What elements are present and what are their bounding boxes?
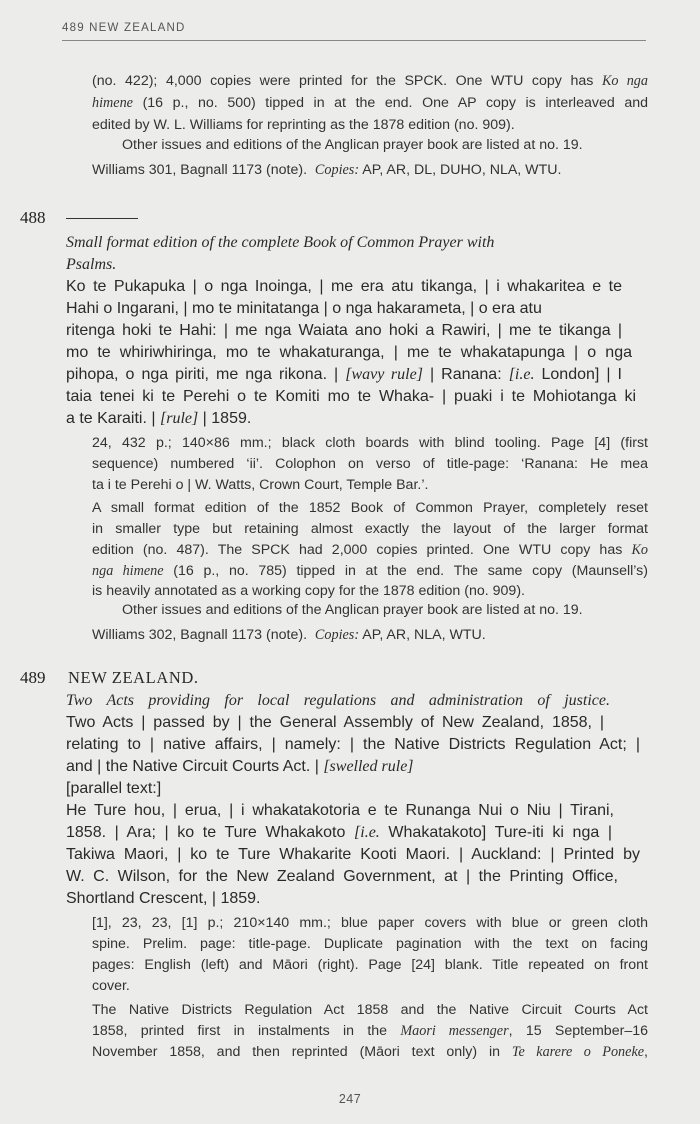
title-line: 1858. | Ara; | ko te Ture Whakakoto [i.e. Whakatakoto] Ture-iti ki nga | — [66, 824, 613, 841]
title-line: mo te whiriwhiringa, mo te whakaturanga, | me te whakatapunga | o nga — [66, 344, 632, 361]
title-line: Ko te Pukapuka | o nga Inoinga, | me era atu tikanga, | i whakaritea e te — [66, 278, 622, 295]
note-line: A small format edition of the 1852 Book of Common Prayer, completely reset — [92, 500, 648, 516]
entry-number: 489 — [20, 668, 46, 687]
title-line: Takiwa Maori, | ko te Ture Whakarite Kooti Maori. | Auckland: | Printed by — [66, 846, 640, 863]
summary-line: Two Acts providing for local regulations and administration of justice. — [66, 692, 610, 709]
collation-line: 24, 432 p.; 140×86 mm.; black cloth boards with blind tooling. Page [4] (first — [92, 435, 648, 451]
entry-number: 488 — [20, 208, 46, 227]
note-line: edition (no. 487). The SPCK had 2,000 copies printed. One WTU copy has Ko — [92, 542, 648, 558]
title-line: ritenga hoki te Hahi: | me nga Waiata ano hoki a Rawiri, | me te tikanga | — [66, 322, 622, 339]
collation-line: ta i te Perehi o | W. Watts, Crown Court, Temple Bar.’. — [92, 477, 429, 493]
title-line: pihopa, o nga piriti, me nga rikona. | [wavy rule] | Ranana: [i.e. London] | I — [66, 366, 623, 383]
references-line: Williams 302, Bagnall 1173 (note). Copies: AP, AR, NLA, WTU. — [92, 627, 486, 643]
text-line: himene (16 p., no. 500) tipped in at the end. One AP copy is interleaved and — [92, 95, 648, 111]
title-line: [parallel text:] — [66, 780, 162, 797]
collation-line: spine. Prelim. page: title-page. Duplicate pagination with the text on facing — [92, 936, 648, 952]
text-line: (no. 422); 4,000 copies were printed for the SPCK. One WTU copy has Ko nga — [92, 73, 648, 89]
collation-line: [1], 23, 23, [1] p.; 210×140 mm.; blue paper covers with blue or green cloth — [92, 915, 648, 931]
references-line: Williams 301, Bagnall 1173 (note). Copies: AP, AR, DL, DUHO, NLA, WTU. — [92, 162, 562, 178]
title-line: a te Karaiti. | [rule] | 1859. — [66, 410, 252, 427]
author-dash — [66, 218, 138, 219]
entry-heading: NEW ZEALAND. — [68, 668, 199, 687]
collation-line: sequence) numbered ‘ii’. Colophon on verso of title-page: ‘Ranana: He mea — [92, 456, 648, 472]
title-line: relating to | native affairs, | namely: | the Native Districts Regulation Act; | — [66, 736, 640, 753]
collation-line: cover. — [92, 978, 130, 994]
summary-line: Small format edition of the complete Book of Common Prayer with — [66, 234, 495, 251]
title-line: and | the Native Circuit Courts Act. | [swelled rule] — [66, 758, 414, 775]
text-line: Other issues and editions of the Anglican prayer book are listed at no. 19. — [122, 137, 583, 153]
note-line: The Native Districts Regulation Act 1858 and the Native Circuit Courts Act — [92, 1002, 648, 1018]
title-line: Two Acts | passed by | the General Assembly of New Zealand, 1858, | — [66, 714, 604, 731]
title-line: He Ture hou, | erua, | i whakatakotoria e te Runanga Nui o Niu | Tirani, — [66, 802, 614, 819]
page-number: 247 — [338, 1092, 362, 1106]
running-header: 489 NEW ZEALAND — [62, 22, 186, 34]
note-line: is heavily annotated as a working copy for the 1878 edition (no. 909). — [92, 583, 525, 599]
note-line: November 1858, and then reprinted (Māori text only) in Te karere o Poneke, — [92, 1044, 648, 1060]
summary-line: Psalms. — [66, 256, 117, 273]
title-line: W. C. Wilson, for the New Zealand Government, at | the Printing Office, — [66, 868, 618, 885]
header-rule — [62, 40, 646, 41]
note-line: Other issues and editions of the Anglican prayer book are listed at no. 19. — [122, 602, 583, 618]
title-line: Shortland Crescent, | 1859. — [66, 890, 261, 907]
title-line: Hahi o Ingarani, | mo te minitatanga | o nga hakarameta, | o era atu — [66, 300, 542, 317]
title-line: taia tenei ki te Perehi o te Komiti mo te Whaka- | puaki i te Mohiotanga ki — [66, 388, 636, 405]
note-line: 1858, printed first in instalments in the Maori messenger, 15 September–16 — [92, 1023, 648, 1039]
collation-line: pages: English (left) and Māori (right). Page [24] blank. Title repeated on front — [92, 957, 648, 973]
text-line: edited by W. L. Williams for reprinting as the 1878 edition (no. 909). — [92, 117, 515, 133]
note-line: nga himene (16 p., no. 785) tipped in at the end. The same copy (Maunsell’s) — [92, 563, 648, 579]
note-line: in smaller type but retaining almost exactly the layout of the larger format — [92, 521, 648, 537]
